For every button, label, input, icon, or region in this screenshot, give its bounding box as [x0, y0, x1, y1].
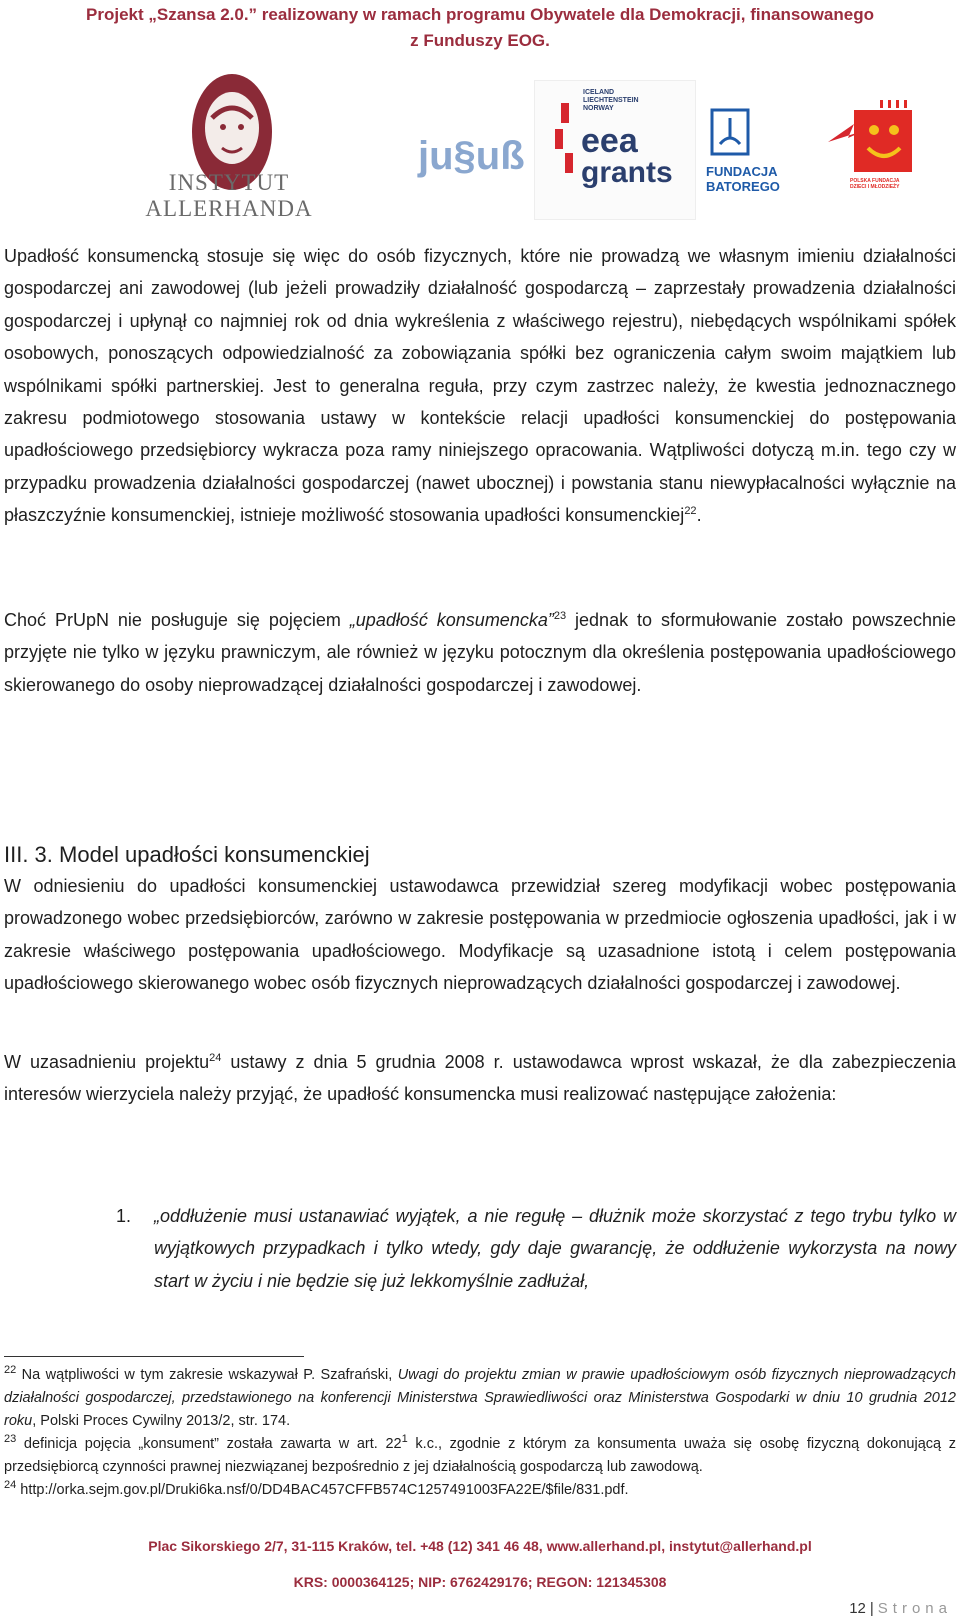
pfdim-line-1: POLSKA FUNDACJA	[850, 178, 900, 184]
footer-registry: KRS: 0000364125; NIP: 6762429176; REGON: 121345308	[293, 1574, 667, 1590]
paragraph-1-end: .	[696, 505, 702, 526]
footnotes	[4, 1364, 956, 1502]
paragraph-3	[4, 870, 956, 1000]
numbered-list	[4, 1200, 956, 1297]
page-number	[849, 1600, 952, 1617]
batory-emblem-icon	[710, 108, 750, 158]
pfdim-emblem-icon	[826, 98, 926, 178]
footnote-24	[4, 1479, 956, 1502]
footnote-22-title: Uwagi do projektu zmian w prawie upadłościowym osób fizycznych nieprowadzących działalności gospodarczej, przedstawionego na konferencji Ministerstwa Sprawiedliwości oraz Ministerstwa Gospodarki w dniu 10 grudnia 2012 roku	[4, 1367, 956, 1429]
footnote-23-rest: k.c., zgodnie z którym za konsumenta uważa się osobę fizyczną dokonującą z przedsiębiorcą czynności prawnej niezwiązanej bezpośrednio z jej działalnością gospodarczą lub zawodową.	[4, 1436, 956, 1475]
eea-country-3: NORWAY	[583, 105, 614, 112]
footnote-23-text: definicja pojęcia „konsument” została zawarta w art. 22	[16, 1436, 402, 1452]
footnote-24-number: 24	[4, 1479, 17, 1492]
eea-grants-logo	[534, 80, 696, 220]
jus-logo: ju§uß	[418, 134, 525, 178]
logo-bar	[0, 72, 960, 222]
header-line-1: Projekt „Szansa 2.0.” realizowany w ramach programu Obywatele dla Demokracji, finansowanego	[86, 5, 874, 24]
list-item-number: 1.	[116, 1206, 132, 1226]
paragraph-1-text: Upadłość konsumencką stosuje się więc do osób fizycznych, które nie prowadzą we własnym imieniu działalności gospodarczej ani zawodowej (lub jeżeli prowadziły działalność gospodarczą – zaprzestały prowadzenia działalności gospodarczej i upłynął co najmniej rok od dnia wykreślenia z właściwego rejestru), niebędących wspólnikami spółek osobowych, ponoszących odpowiedzialność za zobowiązania spółki bez ograniczenia całym swoim majątkiem lub wspólnikami spółki partnerskiej. Jest to generalna reguła, przy czym zastrzec należy, że kwestia jednoznacznego zakresu podmiotowego stosowania ustawy w kontekście relacji upadłości konsumenckiej do postępowania upadłościowego przedsiębiorcy wykracza poza ramy niniejszego opracowania. Wątpliwości dotyczą m.in. tego czy w przypadku prowadzenia działalności gospodarczej (nawet ubocznej) i powstania stanu niewypłacalności wyłącznie na płaszczyźnie konsumenckiej, istnieje możliwość stosowania upadłości konsumenckiej	[4, 246, 956, 526]
footnote-22	[4, 1364, 956, 1433]
pfdim-logo	[826, 98, 926, 194]
section-heading: III. 3. Model upadłości konsumenckiej	[4, 842, 370, 867]
footnote-22-source: , Polski Proces Cywilny 2013/2, str. 174.	[32, 1413, 291, 1429]
eea-country-2: LIECHTENSTEIN	[583, 97, 639, 104]
allerhand-wordmark: INSTYTUT ALLERHANDA	[145, 170, 313, 221]
footnote-ref-22[interactable]: 22	[684, 505, 697, 518]
footnote-divider	[4, 1356, 304, 1357]
paragraph-2-rest: jednak to sformułowanie zostało powszechnie przyjęte nie tylko w języku prawniczym, ale również w języku potocznym dla określenia postępowania upadłościowego skierowanego do osoby nieprowadzącej działalności gospodarczej i zawodowej.	[4, 610, 956, 695]
paragraph-4	[4, 1046, 956, 1111]
footnote-ref-23[interactable]: 23	[553, 610, 567, 622]
footnote-24-link[interactable]: http://orka.sejm.gov.pl/Druki6ka.nsf/0/DD4BAC457CFFB574C1257491003FA22E/$file/831.pdf.	[16, 1482, 629, 1498]
paragraph-1	[4, 240, 956, 532]
header-line-2: z Funduszy EOG.	[410, 31, 550, 50]
allerhand-logo	[84, 72, 374, 221]
eea-word: eea	[581, 122, 638, 160]
paragraph-3-text: W odniesieniu do upadłości konsumenckiej ustawodawca przewidział szereg modyfikacji wobec postępowania prowadzonego wobec przedsiębiorców, zarówno w zakresie postępowania w przedmiocie ogłoszenia upadłości, jak i w zakresie właściwego postępowania upadłościowego. Modyfikacje są uzasadnione istotą i celem postępowania upadłościowego skierowanego wobec osób fizycznych nieprowadzących działalności gospodarczej i zawodowej.	[4, 876, 956, 994]
paragraph-2	[4, 604, 956, 701]
paragraph-4-rest: ustawy z dnia 5 grudnia 2008 r. ustawodawca wprost wskazał, że dla zabezpieczenia interesów wierzyciela należy przyjąć, że upadłość konsumencka musi realizować następujące założenia:	[4, 1052, 956, 1105]
eea-countries	[583, 89, 639, 113]
list-item-text: „oddłużenie musi ustanawiać wyjątek, a nie regułę – dłużnik może skorzystać z tego trybu tylko w wyjątkowych przypadkach i tylko wtedy, gdy daje gwarancję, że oddłużenie wykorzysta na nowy start w życiu i nie będzie się już lekkomyślnie zadłużał,	[154, 1206, 956, 1291]
batory-line-1: FUNDACJA	[706, 164, 778, 179]
page-number-separator: |	[869, 1600, 874, 1617]
paragraph-2-term: „upadłość konsumencka”	[349, 610, 554, 630]
eea-stripes-icon	[551, 103, 581, 179]
page-number-value: 12	[849, 1600, 866, 1617]
paragraph-4-start: W uzasadnieniu projektu	[4, 1052, 210, 1072]
footnote-23	[4, 1433, 956, 1479]
grants-word: grants	[581, 156, 673, 189]
batory-logo	[706, 108, 786, 198]
batory-line-2: BATOREGO	[706, 179, 780, 194]
paragraph-2-start: Choć PrUpN nie posługuje się pojęciem	[4, 610, 350, 630]
eea-country-1: ICELAND	[583, 89, 615, 96]
footnote-23-number: 23	[4, 1433, 17, 1446]
page-label: Strona	[877, 1600, 952, 1617]
page-header	[0, 2, 960, 54]
footnote-22-number: 22	[4, 1364, 17, 1377]
footnote-23-sup: 1	[401, 1433, 408, 1446]
footnote-22-text: Na wątpliwości w tym zakresie wskazywał P. Szafrański,	[16, 1367, 398, 1383]
footnote-ref-24[interactable]: 24	[209, 1052, 222, 1064]
footer-address: Plac Sikorskiego 2/7, 31-115 Kraków, tel. +48 (12) 341 46 48, www.allerhand.pl, instytut@allerhand.pl	[148, 1538, 812, 1554]
pfdim-line-2: DZIECI I MŁODZIEŻY	[850, 184, 900, 190]
